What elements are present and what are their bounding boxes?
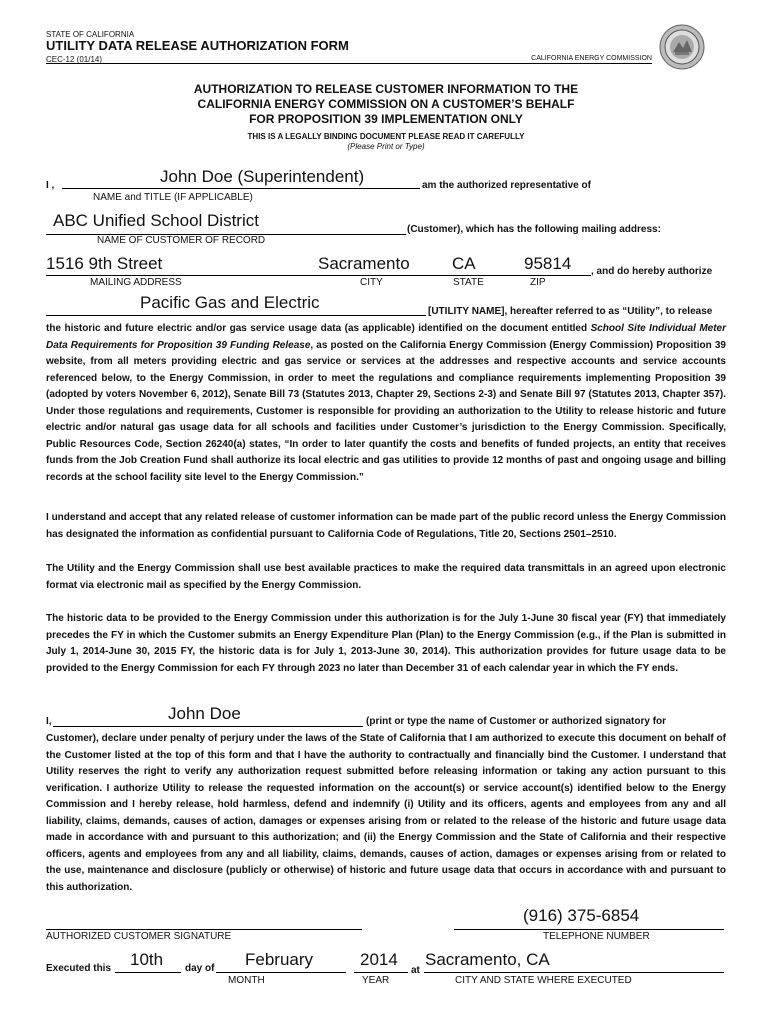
city-state-line	[424, 972, 724, 973]
city-state-label: CITY AND STATE WHERE EXECUTED	[455, 975, 632, 986]
name-title-line	[62, 188, 420, 189]
customer-field[interactable]: ABC Unified School District	[53, 211, 259, 230]
address-label: MAILING ADDRESS	[90, 277, 182, 288]
name-title-suffix: am the authorized representative of	[422, 180, 591, 191]
city-label: CITY	[360, 277, 383, 288]
month-field[interactable]: February	[245, 950, 314, 969]
form-title: UTILITY DATA RELEASE AUTHORIZATION FORM	[46, 38, 349, 53]
paragraph-5: Customer), declare under penalty of perjury under the laws of the State of California that I am authorized to execute this document on behalf of the Customer listed at the top of this form and that I have the authority to contractually and financially bind the Customer. I understand that Utility reserves the right to verify any authorization request submitted before releasing information or taking any action pursuant to this verification. I authorize Utility to release the requested information on the account(s) or service account(s) identified below to the Energy Commission and I hereby release, hold harmless, defend and indemnify (i) Utility and its officers, agents and employees from any and all liability, claims, demands, causes of action, damages or expenses arising from or related to the release of the historic and future usage data made in accordance with and pursuant to this authorization; and (ii) the Energy Commission and the State of California and their respective officers, agents and employees from any and all liability, claims, demands, causes of action, damages or expenses arising from or related to the use, maintenance and disclosure (publicly or otherwise) of historic and future usage data that occurs in accordance with and pursuant to this authorization.	[46, 733, 726, 893]
heading-line-3: FOR PROPOSITION 39 IMPLEMENTATION ONLY	[249, 112, 523, 126]
state-label-field: STATE	[453, 277, 484, 288]
address-line	[46, 275, 591, 276]
zip-field[interactable]: 95814	[524, 254, 572, 273]
city-field[interactable]: Sacramento	[318, 254, 410, 273]
customer-suffix: (Customer), which has the following mailing address:	[407, 224, 661, 235]
day-line	[115, 972, 181, 973]
year-line	[354, 972, 408, 973]
california-seal-icon	[659, 24, 705, 70]
signature-label: AUTHORIZED CUSTOMER SIGNATURE	[46, 931, 232, 942]
paragraph-1-a: the historic and future electric and/or gas service usage data (as applicable) identified on the document entitled	[46, 323, 591, 334]
paragraph-4: The historic data to be provided to the Energy Commission under this authorization is for the July 1-June 30 fiscal year (FY) that immediately precedes the FY in which the Customer submits an Energy Expenditure Plan (Plan) to the Energy Commission (e.g., if the Plan is submitted in July 1, 2014-June 30, 2015 FY, the historic data is for July 1, 2013-June 30, 2014). This authorization provides for future usage data to be provided to the Energy Commission for each FY through 2023 no later than December 31 of each calendar year in which the FY ends.	[46, 613, 726, 674]
form-number: CEC-12 (01/14)	[46, 55, 103, 64]
signature-line	[46, 929, 362, 930]
heading-line-1: AUTHORIZATION TO RELEASE CUSTOMER INFORMATION TO THE	[193, 82, 579, 96]
day-of-label: day of	[185, 963, 215, 974]
paragraph-2: I understand and accept that any related release of customer information can be made part of the public record unless the Energy Commission has designated the information as confidential pursuant to California Code of Regulations, Title 20, Sections 2501–2510.	[46, 512, 726, 540]
agency-name: CALIFORNIA ENERGY COMMISSION	[531, 55, 652, 62]
paragraph-3: The Utility and the Energy Commission shall use best available practices to make the required data transmittals in an agreed upon electronic format via electronic mail as specified by the Energy Commission.	[46, 563, 726, 591]
name-title-label: NAME and TITLE (IF APPLICABLE)	[93, 192, 253, 203]
year-label: YEAR	[362, 975, 390, 986]
address-suffix: , and do hereby authorize	[591, 266, 713, 277]
utility-suffix: [UTILITY NAME], hereafter referred to as “Utility”, to release	[428, 306, 713, 317]
p5-prefix: I,	[46, 716, 52, 727]
customer-label: NAME OF CUSTOMER OF RECORD	[97, 235, 266, 246]
year-field[interactable]: 2014	[360, 950, 398, 969]
heading-line-2: CALIFORNIA ENERGY COMMISSION ON A CUSTOMER’S BEHALF	[197, 97, 575, 111]
print-note: (Please Print or Type)	[347, 142, 425, 151]
utility-field[interactable]: Pacific Gas and Electric	[140, 293, 320, 312]
month-label: MONTH	[228, 975, 265, 986]
city-state-field[interactable]: Sacramento, CA	[425, 950, 550, 969]
at-label: at	[411, 965, 420, 976]
address-field[interactable]: 1516 9th Street	[46, 254, 163, 273]
state-field[interactable]: CA	[452, 254, 476, 273]
phone-line	[454, 929, 724, 930]
state-label: STATE OF CALIFORNIA	[46, 30, 135, 39]
executed-this-label: Executed this	[46, 963, 112, 974]
paragraph-1-b: , as posted on the California Energy Commission (Energy Commission) Proposition 39 website, from all meters providing electric and gas service or services at the addresses and respective accounts and service accounts referenced below, to the Energy Commission, in order to meet the regulations and compliance requirements implementing Proposition 39 (adopted by voters November 6, 2012), Senate Bill 73 (Statutes 2013, Chapter 29, Sections 2-3) and Senate Bill 97 (Statutes 2013, Chapter 357). Under those regulations and requirements, Customer is responsible for providing an authorization to the Utility to release historic and future electric and/or natural gas usage data for all schools and facilities under Customer’s jurisdiction to the Energy Commission. Specifically, Public Resources Code, Section 26240(a) states, “In order to later quantify the costs and benefits of funded projects, an entity that receives funds from the Job Creation Fund shall authorize its local electric and gas utilities to provide 12 months of past and ongoing usage and billing records at the school facility site level to the Energy Commission.”	[46, 339, 726, 483]
signatory-name-field[interactable]: John Doe	[168, 704, 241, 723]
p5-suffix: (print or type the name of Customer or authorized signatory for	[366, 716, 667, 727]
name-title-field[interactable]: John Doe (Superintendent)	[160, 167, 365, 186]
header-rule	[46, 63, 652, 64]
utility-line	[46, 315, 426, 316]
signatory-line	[53, 726, 363, 727]
zip-label: ZIP	[530, 277, 546, 288]
phone-label: TELEPHONE NUMBER	[543, 931, 650, 942]
paragraph-1	[46, 321, 726, 486]
main-heading	[46, 82, 726, 127]
day-field[interactable]: 10th	[130, 950, 164, 969]
month-line	[216, 972, 346, 973]
binding-notice: THIS IS A LEGALLY BINDING DOCUMENT PLEASE READ IT CAREFULLY	[247, 132, 525, 141]
phone-field[interactable]: (916) 375-6854	[523, 906, 640, 925]
i-prefix: I ,	[46, 180, 55, 191]
paragraph-1-document-title: School Site Individual Meter Data Requirements for Proposition 39 Funding Release	[46, 323, 726, 351]
